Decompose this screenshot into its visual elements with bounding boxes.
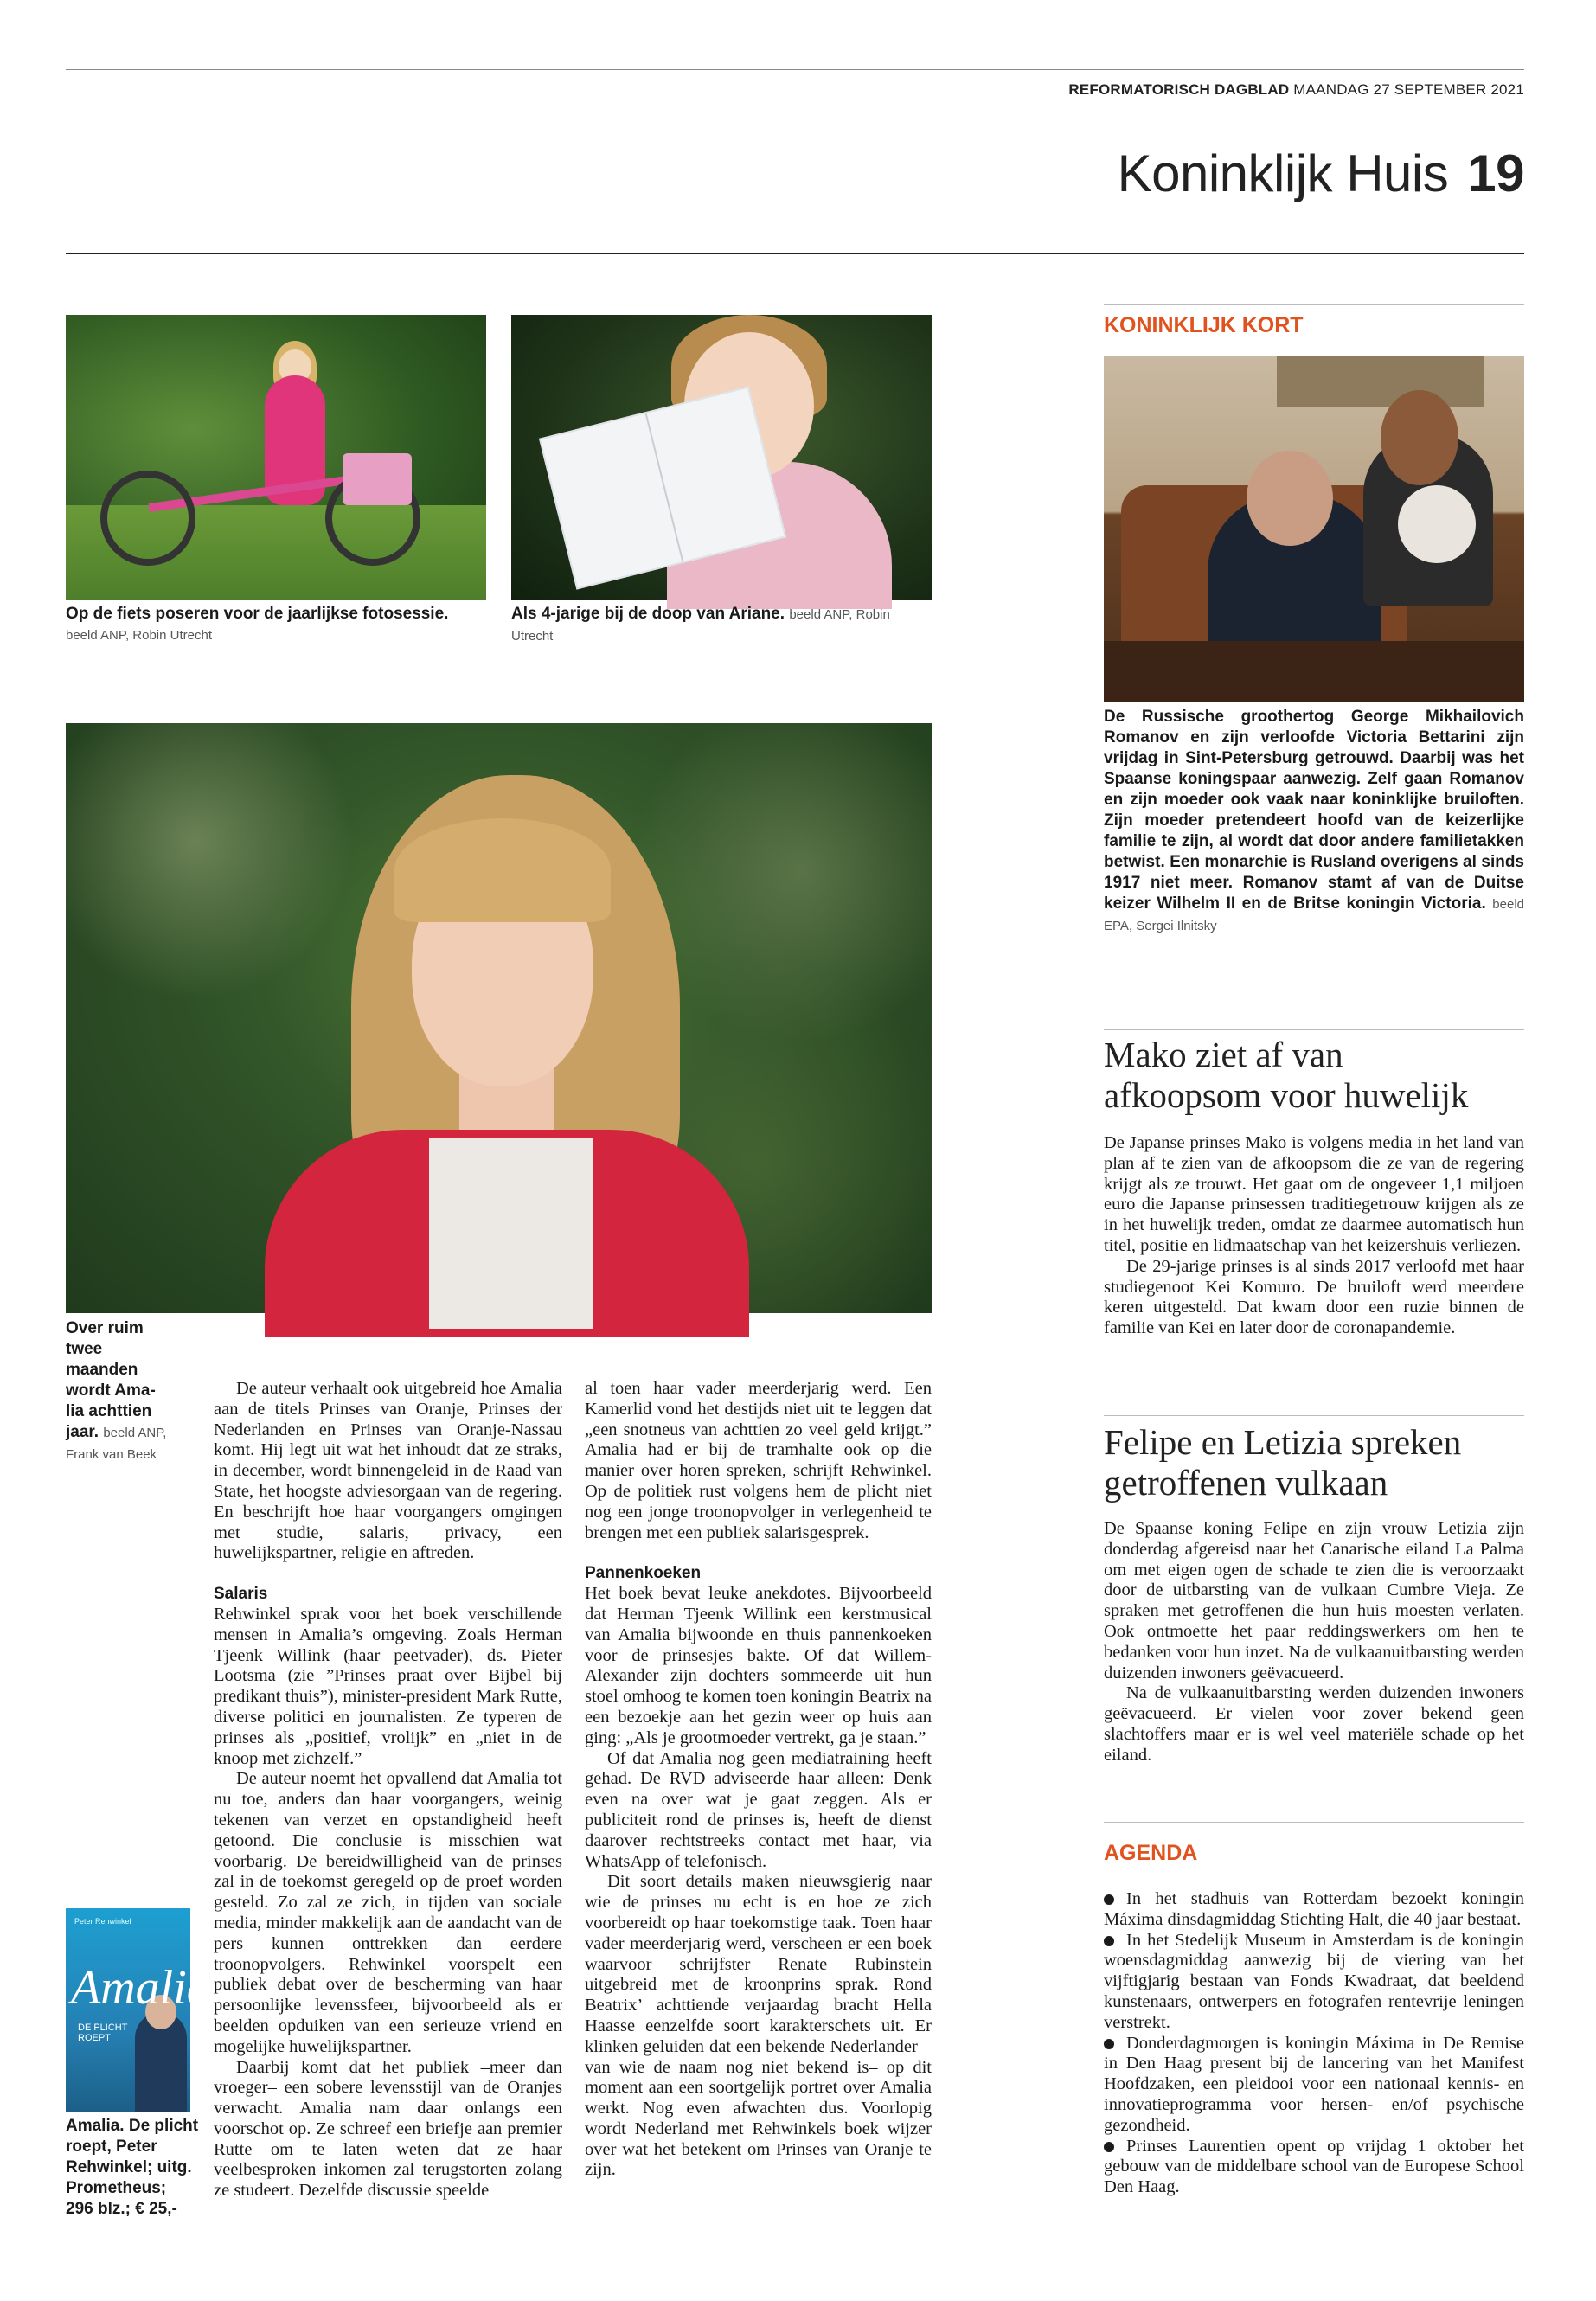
caption-book [511,604,932,647]
paper-name: REFORMATORISCH DAGBLAD [1068,81,1290,98]
photo-blouse [429,1138,593,1329]
book-cover [66,1908,211,2112]
credit-main: beeld ANP, Frank van Beek [66,1426,167,1462]
caption-main-line-1: Over ruim [66,1319,144,1337]
cover-subtitle [78,2022,127,2043]
photo-romanov [1104,356,1524,702]
headline-felipe [1104,1422,1524,1503]
photo-wheel-front [100,471,195,566]
photo-book [511,315,932,600]
kicker-koninklijk-kort: KONINKLIJK KORT [1104,313,1304,337]
bullet-icon [1104,2142,1114,2152]
article-paragraph: Daarbij komt dat het publiek –meer dan vroeger– een sobere levensstijl van de Oranjes verwacht. Amalia nam daar onlangs een voorschot op. Ze schreef een briefje aan premier Rutte om te laten weten dat ze haar veelbesproken inkomen zal terugstorten zolang ze studeert. Dezelfde discussie speelde [214,2057,562,2201]
headline-mako-2: afkoopsom voor huwelijk [1104,1075,1469,1115]
bullet-icon [1104,1936,1114,1946]
subhead-pannenkoeken: Pannenkoeken [585,1564,702,1583]
article-paragraph: Of dat Amalia nog geen mediatraining heeft gehad. De RVD adviseerde haar alleen: Denk even na over wat je gaat zeggen. Als er publiciteit rond de prinses is, heeft de dienst daarover rechtstreeks contact met haar, via WhatsApp of telefonisch. [585,1748,932,1871]
caption-cover-5: 296 blz.; € 25,- [66,2200,177,2218]
agenda-list [1104,1889,1524,2198]
agenda-item [1104,1931,1524,2034]
caption-main-line-5: jaar. [66,1423,99,1441]
article-paragraph: al toen haar vader meerderjarig werd. Een Kamerlid vond het destijds niet uit te leggen dat „een snotneus van achttien zo veel geld krijgt.” Amalia had er bij de tramhalte ook op die manier over horen spreken, schrijft Rehwinkel. Op de politiek rust volgens hem de plicht niet nog een jonge troonopvolger in verlegenheid te brengen met een publiek salarisgesprek. [585,1379,932,1542]
sidebar-rule-mako [1104,1029,1524,1030]
agenda-item-text: In het Stedelijk Museum in Amsterdam is de koningin woensdagmiddag aanwezig bij de viering van het vijftigjarig bestaan van Fonds Kwadraat, dat beeldend kunstenaars, ontwerpers en fotografen rentevrije leningen verstrekt. [1104,1930,1524,2032]
photo-hair-front [394,818,611,922]
agenda-item-text: Donderdagmorgen is koningin Máxima in De Remise in Den Haag present bij de lancering van het Manifest Hoofdzaken, een pleidooi voor een nationaal kennis- en innovatieprogramma voor hersen- en/of psychische gezondheid. [1104,2033,1524,2135]
credit-bike: beeld ANP, Robin Utrecht [66,628,212,643]
credit-book: beeld ANP, Robin Utrecht [511,607,890,644]
caption-romanov [1104,707,1524,937]
cover-subtitle-2: ROEPT [78,2033,111,2043]
bullet-icon [1104,2039,1114,2049]
section-title: Koninklijk Huis [1117,144,1449,202]
caption-cover [66,2116,204,2220]
caption-main-line-2: twee maanden [66,1340,138,1379]
caption-cover-3: Rehwinkel; uitg. [66,2158,192,2176]
cover-subtitle-1: DE PLICHT [78,2022,128,2033]
photo-desk [1104,641,1524,702]
issue-date: MAANDAG 27 SEPTEMBER 2021 [1293,81,1524,98]
top-rule [66,69,1524,70]
caption-cover-4: Prometheus; [66,2179,167,2197]
photo-dog [1398,485,1476,563]
sidebar-rule-agenda [1104,1822,1524,1823]
photo-man-head [1247,451,1333,546]
section-header [1118,144,1524,203]
caption-romanov-text: De Russische groothertog George Mikhailovich Romanov en zijn verloofde Victoria Bettarini zijn vrijdag in Sint-Petersburg getrouwd. Daarbij was het Spaanse koningspaar aanwezig. Zelf gaan Romanov en zijn moeder ook vaak naar koninklijke bruiloften. Zijn moeder pretendeert hoofd van de keizerlijke familie te zijn, al wordt dat door andere familietakken betwist. Een monarchie is Rusland overigens al sinds 1917 niet meer. Romanov stamt af van de Duitse keizer Wilhelm II en de Britse koningin Victoria. [1104,708,1524,913]
agenda-item-text: Prinses Laurentien opent op vrijdag 1 oktober het gebouw van de middelbare school van de Europese School Den Haag. [1104,2136,1524,2197]
photo-bag [343,453,412,505]
masthead [66,81,1524,99]
caption-cover-2: roept, Peter [66,2138,157,2156]
mako-paragraph: De 29-jarige prinses is al sinds 2017 verloofd met haar studiegenoot Kei Komuro. De bruiloft werd meerdere keren uitgesteld. Dat kwam door een ruzie binnen de familie van Kei en later door de coronapandemie. [1104,1256,1524,1338]
photo-amalia [66,723,932,1313]
agenda-item [1104,2034,1524,2137]
felipe-paragraph: De Spaanse koning Felipe en zijn vrouw Letizia zijn donderdag afgereisd naar het Canarische eiland La Palma om met eigen ogen de schade te zien die is veroorzaakt door de uitbarsting van de vulkaan Cumbre Vieja. Ze spraken met getroffenen die hun huis moesten verlaten. Ook ontmoette het paar reddingswerkers om hen te bedanken voor hun inzet. Na de vulkaanuitbarsting werden duizenden inwoners geëvacueerd. [1104,1519,1524,1682]
photo-woman-head [1381,390,1458,485]
caption-cover-1: Amalia. De plicht [66,2117,199,2135]
page-number: 19 [1467,144,1524,202]
caption-bike-text: Op de fiets poseren voor de jaarlijkse fotosessie. [66,605,449,623]
caption-main-line-3: wordt Ama- [66,1381,156,1400]
article-column-1 [214,1379,562,2202]
mako-paragraph: De Japanse prinses Mako is volgens media in het land van plan af te zien van de afkoopsom die ze van de regering krijgt als ze trouwt. Het gaat om de ongeveer 1,1 miljoen euro die Japanse prinsessen traditiegetrouw krijgen als ze in het huwelijk treden, omdat ze daarmee automatisch hun titel, positie en lidmaatschap van het keizershuis verliezen. [1104,1133,1524,1255]
bullet-icon [1104,1894,1114,1905]
article-felipe [1104,1519,1524,1766]
article-mako [1104,1133,1524,1339]
felipe-paragraph: Na de vulkaanuitbarsting werden duizenden inwoners geëvacueerd. Er vielen voor zover bekend geen slachtoffers maar er is wel veel materiële schade op het eiland. [1104,1683,1524,1765]
article-paragraph: De auteur noemt het opvallend dat Amalia tot nu toe, anders dan haar voorgangers, weinig tekenen van verzet en opstandigheid heeft getoond. Die conclusie is misschien wat voorbarig. De bereidwilligheid van de prinses zal in de toekomst geregeld op de proef worden gesteld. Zo zal ze zich, in tijden van sociale media, minder makkelijk aan de aandacht van de pers kunnen onttrekken dan eerdere troonopvolgers. Rehwinkel voorspelt een publiek debat over de bescherming van haar persoonlijke levenssfeer, bijvoorbeeld als er beelden opduiken van een serieuze vriend en mogelijke huwelijkspartner. [214,1769,562,2056]
caption-main-line-4: lia achttien [66,1402,152,1420]
subhead-salaris: Salaris [214,1585,268,1604]
article-paragraph: De auteur verhaalt ook uitgebreid hoe Amalia aan de titels Prinses van Oranje, Prinses der Nederlanden en Prinses van Oranje-Nassau komt. Hij legt uit wat het inhoudt dat ze straks, in december, wordt binnengeleid in de Raad van State, het hoogste adviesorgaan van de regering. En beschrijft hoe haar voorgangers omgingen met studie, salaris, privacy, een huwelijkspartner, religie en aftreden. [214,1379,562,1563]
caption-main [66,1318,178,1465]
article-paragraph: Dit soort details maken nieuwsgierig naar wie de prinses nu echt is en hoe ze zich voorbereidt op haar toekomstige taak. Toen haar vader meerderjarig werd, verscheen er een boek waarvoor schrijfster Renate Rubinstein uitgebreid met de kroonprins sprak. Rond Beatrix’ achttiende verjaardag bracht Hella Haasse eenzelfde soort karakterschets uit. Er klinken geluiden dat een bekende Nederlander –van wie de naam nog niet bekend is– op dit moment aan een soortgelijk portret over Amalia werkt. Nog even afwachten dus. Voorlopig wordt Nederland met Rehwinkels boek wijzer over wat het betekent om Prinses van Oranje te zijn. [585,1872,932,2180]
photo-wall-frames [1277,356,1484,407]
photo-bike [66,315,486,600]
article-paragraph: Het boek bevat leuke anekdotes. Bijvoorbeeld dat Herman Tjeenk Willink een kerstmusical van Amalia bijwoonde en thuis pannenkoeken voor de prinsesjes bakte. Of dat Willem-Alexander zijn dochters sommeerde uit hun stoel omhoog te komen toen koningin Beatrix na een bezoekje aan het gezin weer op huis aan ging: „Als je grootmoeder vertrekt, ga je staan.” [585,1584,932,1747]
headline-mako [1104,1035,1524,1116]
caption-bike [66,604,498,646]
cover-title: Amalia [71,1961,211,2015]
article-paragraph: Rehwinkel sprak voor het boek verschillende mensen in Amalia’s omgeving. Zoals Herman Tjeenk Willink (haar peetvader), ds. Pieter Lootsma (zie ”Prinses praat over Bijbel bij predikant thuis”), minister-president Mark Rutte, diverse politici en journalisten. Ze typeren de prinses als „positief, vrolijk” en „niet in de knoop met zichzelf.” [214,1604,562,1768]
headline-felipe-1: Felipe en Letizia spreken [1104,1422,1462,1462]
kicker-agenda: AGENDA [1104,1841,1198,1865]
agenda-item [1104,2137,1524,2198]
sidebar-rule-top [1104,304,1524,305]
caption-book-text: Als 4-jarige bij de doop van Ariane. [511,605,785,623]
article-column-2 [585,1379,932,2181]
agenda-item-text: In het stadhuis van Rotterdam bezoekt koningin Máxima dinsdagmiddag Stichting Halt, die 40 jaar bestaat. [1104,1889,1524,1929]
header-rule [66,253,1524,254]
credit-romanov: beeld EPA, Sergei Ilnitsky [1104,897,1524,933]
headline-mako-1: Mako ziet af van [1104,1035,1343,1074]
sidebar-rule-felipe [1104,1415,1524,1416]
agenda-item [1104,1889,1524,1931]
headline-felipe-2: getroffenen vulkaan [1104,1463,1388,1503]
cover-author: Peter Rehwinkel [74,1917,131,1926]
